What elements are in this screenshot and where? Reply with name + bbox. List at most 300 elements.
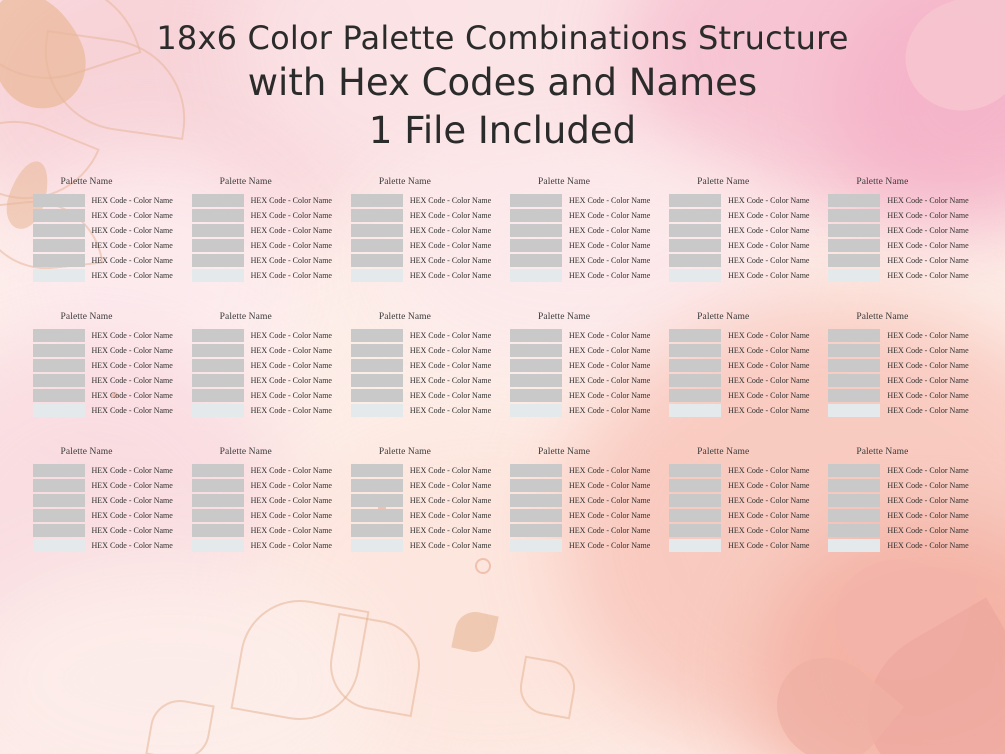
swatch-row[interactable] — [510, 509, 654, 522]
swatch-row[interactable] — [510, 209, 654, 222]
swatch-row[interactable] — [192, 359, 336, 372]
swatch-row[interactable] — [33, 509, 177, 522]
swatch-list — [33, 464, 177, 552]
swatch-row[interactable] — [192, 494, 336, 507]
swatch-row[interactable] — [828, 224, 972, 237]
swatch-row[interactable] — [669, 359, 813, 372]
swatch-hex-name-label: HEX Code - Color Name — [887, 195, 969, 205]
swatch-hex-name-label: HEX Code - Color Name — [728, 480, 810, 490]
color-swatch[interactable] — [669, 389, 721, 402]
swatch-row[interactable] — [351, 404, 495, 417]
color-swatch[interactable] — [351, 494, 403, 507]
color-swatch[interactable] — [828, 359, 880, 372]
swatch-hex-name-label: HEX Code - Color Name — [91, 390, 173, 400]
swatch-hex-name-label: HEX Code - Color Name — [409, 345, 492, 355]
swatch-row[interactable] — [669, 464, 813, 477]
color-swatch[interactable] — [33, 389, 85, 402]
swatch-row[interactable] — [33, 494, 177, 507]
color-swatch[interactable] — [510, 464, 562, 477]
swatch-row[interactable] — [828, 209, 972, 222]
color-swatch[interactable] — [192, 539, 244, 552]
swatch-row[interactable] — [351, 344, 495, 357]
color-swatch[interactable] — [192, 209, 244, 222]
color-swatch[interactable] — [510, 329, 562, 342]
palette-name-label: Palette Name — [697, 446, 750, 457]
palette-grid — [33, 177, 973, 582]
color-swatch[interactable] — [192, 254, 244, 267]
swatch-row[interactable] — [510, 344, 654, 357]
palette-card[interactable] — [510, 312, 654, 447]
color-swatch[interactable] — [33, 239, 85, 252]
color-swatch[interactable] — [510, 494, 562, 507]
swatch-row[interactable] — [828, 269, 972, 282]
swatch-row[interactable] — [828, 344, 972, 357]
swatch-row[interactable] — [669, 404, 813, 417]
swatch-row[interactable] — [351, 374, 495, 387]
color-swatch[interactable] — [510, 224, 562, 237]
swatch-row[interactable] — [192, 254, 336, 267]
color-swatch[interactable] — [33, 359, 85, 372]
color-swatch[interactable] — [669, 224, 721, 237]
swatch-list — [351, 464, 495, 552]
swatch-row[interactable] — [192, 479, 336, 492]
color-swatch[interactable] — [33, 524, 85, 537]
color-swatch[interactable] — [669, 539, 721, 552]
palette-card[interactable] — [510, 447, 654, 582]
color-swatch[interactable] — [351, 374, 403, 387]
swatch-hex-name-label: HEX Code - Color Name — [409, 255, 492, 265]
swatch-row[interactable] — [828, 404, 972, 417]
swatch-row[interactable] — [351, 509, 495, 522]
palette-name-label: Palette Name — [856, 311, 909, 322]
color-swatch[interactable] — [669, 269, 721, 282]
swatch-row[interactable] — [33, 239, 177, 252]
swatch-row[interactable] — [33, 539, 177, 552]
palette-name-label: Palette Name — [697, 311, 750, 322]
swatch-row[interactable] — [33, 329, 177, 342]
swatch-hex-name-label: HEX Code - Color Name — [409, 510, 492, 520]
color-swatch[interactable] — [351, 239, 403, 252]
swatch-row[interactable] — [351, 494, 495, 507]
swatch-row[interactable] — [192, 404, 336, 417]
color-swatch[interactable] — [510, 479, 562, 492]
swatch-row[interactable] — [510, 479, 654, 492]
color-swatch[interactable] — [33, 479, 85, 492]
swatch-hex-name-label: HEX Code - Color Name — [409, 540, 492, 550]
color-swatch[interactable] — [510, 539, 562, 552]
swatch-row[interactable] — [510, 359, 654, 372]
swatch-row[interactable] — [828, 329, 972, 342]
color-swatch[interactable] — [351, 524, 403, 537]
swatch-row[interactable] — [669, 269, 813, 282]
color-swatch[interactable] — [669, 344, 721, 357]
swatch-row[interactable] — [33, 524, 177, 537]
color-swatch[interactable] — [33, 404, 85, 417]
palette-card[interactable] — [510, 177, 654, 312]
swatch-row[interactable] — [510, 254, 654, 267]
color-swatch[interactable] — [351, 404, 403, 417]
swatch-row[interactable] — [351, 479, 495, 492]
color-swatch[interactable] — [33, 374, 85, 387]
swatch-row[interactable] — [669, 524, 813, 537]
palette-card[interactable] — [669, 177, 813, 312]
swatch-row[interactable] — [510, 374, 654, 387]
swatch-row[interactable] — [510, 194, 654, 207]
swatch-row[interactable] — [351, 389, 495, 402]
color-swatch[interactable] — [828, 329, 880, 342]
swatch-row[interactable] — [669, 209, 813, 222]
color-swatch[interactable] — [33, 464, 85, 477]
color-swatch[interactable] — [351, 344, 403, 357]
swatch-list — [828, 194, 972, 282]
swatch-row[interactable] — [33, 344, 177, 357]
color-swatch[interactable] — [828, 269, 880, 282]
color-swatch[interactable] — [351, 194, 403, 207]
swatch-hex-name-label: HEX Code - Color Name — [250, 510, 332, 520]
color-swatch[interactable] — [669, 494, 721, 507]
color-swatch[interactable] — [828, 479, 880, 492]
swatch-row[interactable] — [192, 194, 336, 207]
swatch-row[interactable] — [669, 479, 813, 492]
palette-card[interactable] — [351, 447, 495, 582]
swatch-row[interactable] — [669, 539, 813, 552]
color-swatch[interactable] — [510, 389, 562, 402]
palette-card[interactable] — [828, 312, 972, 447]
swatch-row[interactable] — [669, 389, 813, 402]
swatch-row[interactable] — [828, 539, 972, 552]
swatch-row[interactable] — [192, 224, 336, 237]
swatch-row[interactable] — [33, 194, 177, 207]
swatch-list — [828, 464, 972, 552]
swatch-row[interactable] — [192, 509, 336, 522]
color-swatch[interactable] — [33, 269, 85, 282]
color-swatch[interactable] — [33, 254, 85, 267]
swatch-row[interactable] — [351, 194, 495, 207]
color-swatch[interactable] — [351, 464, 403, 477]
swatch-hex-name-label: HEX Code - Color Name — [569, 405, 651, 415]
swatch-row[interactable] — [192, 539, 336, 552]
swatch-row[interactable] — [351, 359, 495, 372]
swatch-hex-name-label: HEX Code - Color Name — [91, 195, 173, 205]
swatch-row[interactable] — [33, 254, 177, 267]
swatch-hex-name-label: HEX Code - Color Name — [569, 480, 651, 490]
swatch-row[interactable] — [510, 539, 654, 552]
palette-card[interactable] — [669, 312, 813, 447]
swatch-row[interactable] — [828, 524, 972, 537]
color-swatch[interactable] — [669, 254, 721, 267]
swatch-row[interactable] — [33, 374, 177, 387]
color-swatch[interactable] — [669, 359, 721, 372]
swatch-row[interactable] — [192, 389, 336, 402]
swatch-hex-name-label: HEX Code - Color Name — [409, 360, 492, 370]
swatch-row[interactable] — [828, 254, 972, 267]
color-swatch[interactable] — [669, 509, 721, 522]
color-swatch[interactable] — [828, 539, 880, 552]
swatch-hex-name-label: HEX Code - Color Name — [409, 390, 492, 400]
swatch-row[interactable] — [510, 404, 654, 417]
color-swatch[interactable] — [828, 344, 880, 357]
swatch-row[interactable] — [33, 404, 177, 417]
color-swatch[interactable] — [828, 194, 880, 207]
palette-card[interactable] — [828, 177, 972, 312]
swatch-row[interactable] — [828, 239, 972, 252]
color-swatch[interactable] — [828, 374, 880, 387]
color-swatch[interactable] — [510, 524, 562, 537]
swatch-row[interactable] — [669, 194, 813, 207]
palette-name-label: Palette Name — [219, 311, 272, 322]
swatch-hex-name-label: HEX Code - Color Name — [91, 465, 173, 475]
color-swatch[interactable] — [669, 479, 721, 492]
color-swatch[interactable] — [192, 344, 244, 357]
palette-card[interactable] — [192, 447, 336, 582]
title-line-3: 1 File Included — [368, 109, 637, 153]
swatch-row[interactable] — [33, 389, 177, 402]
color-swatch[interactable] — [192, 494, 244, 507]
swatch-hex-name-label: HEX Code - Color Name — [569, 390, 651, 400]
swatch-hex-name-label: HEX Code - Color Name — [887, 360, 969, 370]
color-swatch[interactable] — [828, 404, 880, 417]
palette-card[interactable] — [192, 312, 336, 447]
swatch-row[interactable] — [510, 239, 654, 252]
color-swatch[interactable] — [351, 479, 403, 492]
color-swatch[interactable] — [351, 509, 403, 522]
swatch-hex-name-label: HEX Code - Color Name — [887, 210, 969, 220]
color-swatch[interactable] — [510, 254, 562, 267]
swatch-row[interactable] — [828, 509, 972, 522]
palette-name-label: Palette Name — [856, 446, 909, 457]
swatch-row[interactable] — [669, 239, 813, 252]
color-swatch[interactable] — [192, 194, 244, 207]
color-swatch[interactable] — [192, 389, 244, 402]
swatch-row[interactable] — [828, 464, 972, 477]
swatch-row[interactable] — [828, 494, 972, 507]
swatch-row[interactable] — [192, 464, 336, 477]
swatch-row[interactable] — [510, 464, 654, 477]
swatch-row[interactable] — [351, 224, 495, 237]
swatch-row[interactable] — [828, 194, 972, 207]
swatch-row[interactable] — [351, 209, 495, 222]
color-swatch[interactable] — [351, 209, 403, 222]
swatch-hex-name-label: HEX Code - Color Name — [728, 240, 810, 250]
swatch-list — [351, 194, 495, 282]
swatch-row[interactable] — [351, 254, 495, 267]
palette-card[interactable] — [351, 312, 495, 447]
swatch-hex-name-label: HEX Code - Color Name — [569, 510, 651, 520]
color-swatch[interactable] — [669, 374, 721, 387]
swatch-row[interactable] — [510, 329, 654, 342]
swatch-hex-name-label: HEX Code - Color Name — [728, 210, 810, 220]
swatch-row[interactable] — [669, 344, 813, 357]
swatch-hex-name-label: HEX Code - Color Name — [569, 345, 651, 355]
swatch-list — [510, 464, 654, 552]
color-swatch[interactable] — [192, 239, 244, 252]
swatch-hex-name-label: HEX Code - Color Name — [409, 405, 492, 415]
color-swatch[interactable] — [33, 509, 85, 522]
color-swatch[interactable] — [669, 329, 721, 342]
swatch-hex-name-label: HEX Code - Color Name — [409, 480, 492, 490]
color-swatch[interactable] — [351, 254, 403, 267]
swatch-row[interactable] — [351, 329, 495, 342]
swatch-row[interactable] — [33, 464, 177, 477]
swatch-hex-name-label: HEX Code - Color Name — [887, 240, 969, 250]
swatch-hex-name-label: HEX Code - Color Name — [250, 360, 332, 370]
palette-card[interactable] — [192, 177, 336, 312]
swatch-row[interactable] — [828, 389, 972, 402]
swatch-hex-name-label: HEX Code - Color Name — [91, 330, 173, 340]
swatch-row[interactable] — [510, 389, 654, 402]
color-swatch[interactable] — [351, 539, 403, 552]
swatch-hex-name-label: HEX Code - Color Name — [728, 255, 810, 265]
swatch-row[interactable] — [192, 344, 336, 357]
swatch-row[interactable] — [192, 239, 336, 252]
palette-name-label: Palette Name — [219, 176, 272, 187]
color-swatch[interactable] — [669, 209, 721, 222]
swatch-row[interactable] — [669, 329, 813, 342]
swatch-row[interactable] — [669, 374, 813, 387]
swatch-row[interactable] — [33, 209, 177, 222]
swatch-row[interactable] — [351, 464, 495, 477]
color-swatch[interactable] — [510, 344, 562, 357]
color-swatch[interactable] — [192, 329, 244, 342]
title-line-1: 18x6 Color Palette Combinations Structure — [156, 19, 849, 57]
swatch-row[interactable] — [351, 269, 495, 282]
color-swatch[interactable] — [33, 224, 85, 237]
swatch-row[interactable] — [828, 359, 972, 372]
swatch-row[interactable] — [510, 269, 654, 282]
swatch-row[interactable] — [351, 524, 495, 537]
palette-card[interactable] — [33, 447, 177, 582]
swatch-hex-name-label: HEX Code - Color Name — [569, 330, 651, 340]
swatch-row[interactable] — [669, 224, 813, 237]
swatch-hex-name-label: HEX Code - Color Name — [91, 540, 173, 550]
color-swatch[interactable] — [351, 224, 403, 237]
swatch-row[interactable] — [33, 269, 177, 282]
color-swatch[interactable] — [33, 539, 85, 552]
swatch-row[interactable] — [192, 329, 336, 342]
color-swatch[interactable] — [828, 224, 880, 237]
color-swatch[interactable] — [510, 194, 562, 207]
color-swatch[interactable] — [510, 239, 562, 252]
color-swatch[interactable] — [351, 389, 403, 402]
color-swatch[interactable] — [669, 524, 721, 537]
swatch-hex-name-label: HEX Code - Color Name — [887, 270, 969, 280]
color-swatch[interactable] — [192, 404, 244, 417]
color-swatch[interactable] — [669, 404, 721, 417]
color-swatch[interactable] — [510, 359, 562, 372]
swatch-row[interactable] — [192, 269, 336, 282]
color-swatch[interactable] — [192, 359, 244, 372]
color-swatch[interactable] — [510, 209, 562, 222]
color-swatch[interactable] — [33, 344, 85, 357]
swatch-row[interactable] — [33, 479, 177, 492]
swatch-row[interactable] — [669, 509, 813, 522]
swatch-row[interactable] — [192, 209, 336, 222]
swatch-row[interactable] — [351, 539, 495, 552]
palette-card[interactable] — [33, 312, 177, 447]
swatch-list — [351, 329, 495, 417]
palette-card[interactable] — [828, 447, 972, 582]
palette-card[interactable] — [33, 177, 177, 312]
swatch-hex-name-label: HEX Code - Color Name — [91, 375, 173, 385]
color-swatch[interactable] — [828, 524, 880, 537]
color-swatch[interactable] — [351, 359, 403, 372]
color-swatch[interactable] — [33, 329, 85, 342]
swatch-hex-name-label: HEX Code - Color Name — [728, 375, 810, 385]
swatch-row[interactable] — [510, 524, 654, 537]
color-swatch[interactable] — [510, 404, 562, 417]
swatch-hex-name-label: HEX Code - Color Name — [887, 525, 969, 535]
swatch-row[interactable] — [33, 359, 177, 372]
color-swatch[interactable] — [669, 239, 721, 252]
color-swatch[interactable] — [828, 509, 880, 522]
palette-card[interactable] — [351, 177, 495, 312]
swatch-hex-name-label: HEX Code - Color Name — [887, 405, 969, 415]
color-swatch[interactable] — [510, 269, 562, 282]
color-swatch[interactable] — [828, 254, 880, 267]
color-swatch[interactable] — [192, 374, 244, 387]
color-swatch[interactable] — [192, 524, 244, 537]
swatch-row[interactable] — [669, 254, 813, 267]
color-swatch[interactable] — [510, 374, 562, 387]
color-swatch[interactable] — [828, 209, 880, 222]
palette-card[interactable] — [669, 447, 813, 582]
swatch-hex-name-label: HEX Code - Color Name — [728, 390, 810, 400]
color-swatch[interactable] — [192, 509, 244, 522]
swatch-row[interactable] — [351, 239, 495, 252]
color-swatch[interactable] — [192, 224, 244, 237]
swatch-row[interactable] — [828, 479, 972, 492]
color-swatch[interactable] — [33, 209, 85, 222]
swatch-hex-name-label: HEX Code - Color Name — [91, 510, 173, 520]
color-swatch[interactable] — [192, 479, 244, 492]
swatch-hex-name-label: HEX Code - Color Name — [250, 240, 332, 250]
swatch-hex-name-label: HEX Code - Color Name — [569, 240, 651, 250]
swatch-hex-name-label: HEX Code - Color Name — [887, 495, 969, 505]
color-swatch[interactable] — [828, 494, 880, 507]
swatch-hex-name-label: HEX Code - Color Name — [250, 255, 332, 265]
swatch-hex-name-label: HEX Code - Color Name — [91, 210, 173, 220]
swatch-hex-name-label: HEX Code - Color Name — [887, 345, 969, 355]
swatch-hex-name-label: HEX Code - Color Name — [91, 360, 173, 370]
color-swatch[interactable] — [33, 494, 85, 507]
swatch-row[interactable] — [192, 524, 336, 537]
swatch-hex-name-label: HEX Code - Color Name — [250, 195, 332, 205]
color-swatch[interactable] — [828, 239, 880, 252]
color-swatch[interactable] — [669, 194, 721, 207]
swatch-row[interactable] — [669, 494, 813, 507]
color-swatch[interactable] — [510, 509, 562, 522]
color-swatch[interactable] — [828, 464, 880, 477]
swatch-hex-name-label: HEX Code - Color Name — [250, 405, 332, 415]
swatch-row[interactable] — [828, 374, 972, 387]
color-swatch[interactable] — [351, 329, 403, 342]
color-swatch[interactable] — [192, 464, 244, 477]
swatch-row[interactable] — [33, 224, 177, 237]
swatch-hex-name-label: HEX Code - Color Name — [250, 525, 332, 535]
swatch-row[interactable] — [510, 494, 654, 507]
color-swatch[interactable] — [828, 389, 880, 402]
swatch-row[interactable] — [510, 224, 654, 237]
swatch-row[interactable] — [192, 374, 336, 387]
color-swatch[interactable] — [192, 269, 244, 282]
color-swatch[interactable] — [351, 269, 403, 282]
swatch-hex-name-label: HEX Code - Color Name — [887, 480, 969, 490]
palette-name-label: Palette Name — [378, 176, 431, 187]
color-swatch[interactable] — [669, 464, 721, 477]
swatch-list — [192, 194, 336, 282]
color-swatch[interactable] — [33, 194, 85, 207]
swatch-hex-name-label: HEX Code - Color Name — [728, 345, 810, 355]
